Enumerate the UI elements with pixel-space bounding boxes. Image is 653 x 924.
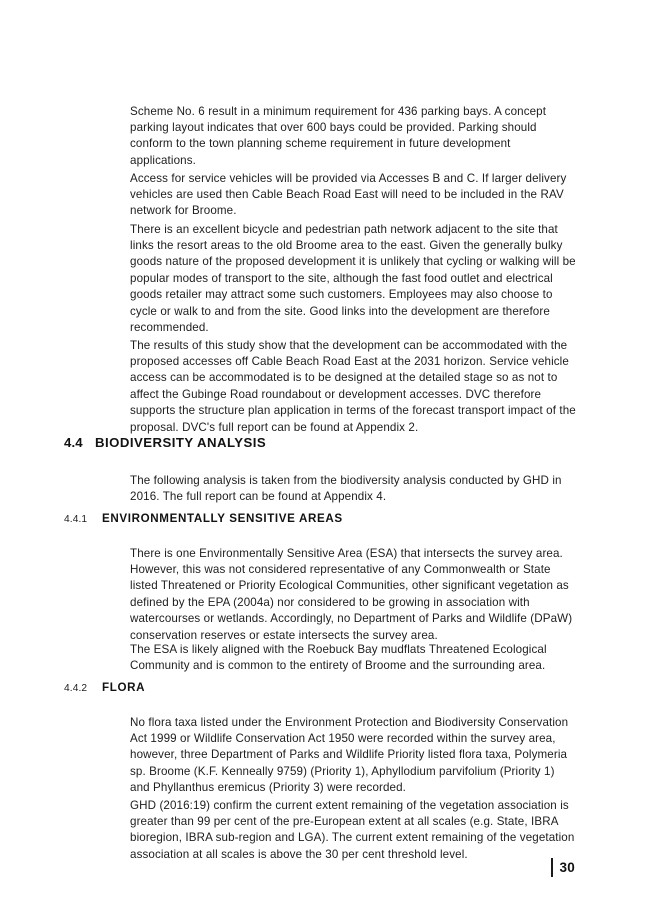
paragraph-flora-taxa: No flora taxa listed under the Environment Protection and Biodiversity Conservation Act 1999 or Wildlife Conservation Act 1950 were recorded within the survey area, however, three Department of Parks and Wildlife Priority listed flora taxa, Polymeria sp. Broome (K.F. Kenneally 9759) (Priority 1), Aphyllodium parvifolium (Priority 1) and Phyllanthus eremicus (Priority 3) were recorded. (130, 715, 569, 795)
paragraph-parking-scheme: Scheme No. 6 result in a minimum requirement for 436 parking bays. A concept parking layout indicates that over 600 bays could be provided. Parking should conform to the town planning scheme requirement in future development applications. (130, 104, 547, 167)
paragraph-study-results: The results of this study show that the development can be accommodated with the proposed accesses off Cable Beach Road East at the 2031 horizon. Service vehicle access can be accommodated is to be designed at the detailed stage so as not to affect the Gubinge Road roundabout or development accesses. DVC therefore supports the structure plan application in terms of the forecast transport impact of the proposal. DVC's full report can be found at Appendix 2. (130, 338, 576, 434)
paragraph-bicycle-pedestrian: There is an excellent bicycle and pedestrian path network adjacent to the site that links the resort areas to the old Broome area to the east. Given the generally bulky goods nature of the proposed development it is unlikely that cycling or walking will be popular modes of transport to the site, although the fast food outlet and electrical goods retailer may attract some such customers. Employees may also choose to cycle or walk to and from the site. Good links into the development are therefore recommended. (130, 222, 576, 335)
heading-section-title: BIODIVERSITY ANALYSIS (95, 435, 267, 450)
heading-section-number: 4.4 (64, 435, 83, 450)
footer-page-number-group (551, 856, 575, 878)
paragraph-esa-description: There is one Environmentally Sensitive Area (ESA) that intersects the survey area. However, this was not considered representative of any Commonwealth or State listed Threatened or Priority Ecological Communities, other significant vegetation as defined by the EPA (2004a) nor considered to be growing in association with watercourses or wetlands. Accordingly, no Department of Parks and Wildlife (DPaW) conservation reserves or estate intersects the survey area. (130, 546, 573, 642)
footer-page-number: 30 (559, 859, 575, 875)
heading-section-biodiversity (64, 434, 584, 452)
paragraph-esa-alignment: The ESA is likely aligned with the Roebuck Bay mudflats Threatened Ecological Community and is common to the entirety of Broome and the surrounding area. (130, 642, 547, 672)
heading-subsection-flora-number: 4.4.2 (64, 683, 88, 694)
heading-subsection-esa-number: 4.4.1 (64, 514, 88, 525)
heading-subsection-esa-title: ENVIRONMENTALLY SENSITIVE AREAS (102, 512, 343, 525)
heading-subsection-flora-title: FLORA (102, 681, 146, 694)
heading-subsection-flora (64, 678, 584, 696)
paragraph-service-vehicle-access: Access for service vehicles will be provided via Accesses B and C. If larger delivery vehicles are used then Cable Beach Road East will need to be included in the RAV network for Broome. (130, 171, 567, 218)
page-footer (0, 856, 653, 882)
heading-subsection-esa (64, 509, 584, 527)
paragraph-biodiversity-intro: The following analysis is taken from the biodiversity analysis conducted by GHD in 2016. The full report can be found at Appendix 4. (130, 473, 562, 503)
paragraph-ghd-extent: GHD (2016:19) confirm the current extent remaining of the vegetation association is greater than 99 per cent of the pre-European extent at all scales (e.g. State, IBRA bioregion, IBRA sub-region and LGA). The current extent remaining of the vegetation association at all scales is above the 30 per cent threshold level. (130, 798, 575, 861)
footer-divider-rule (551, 858, 553, 877)
